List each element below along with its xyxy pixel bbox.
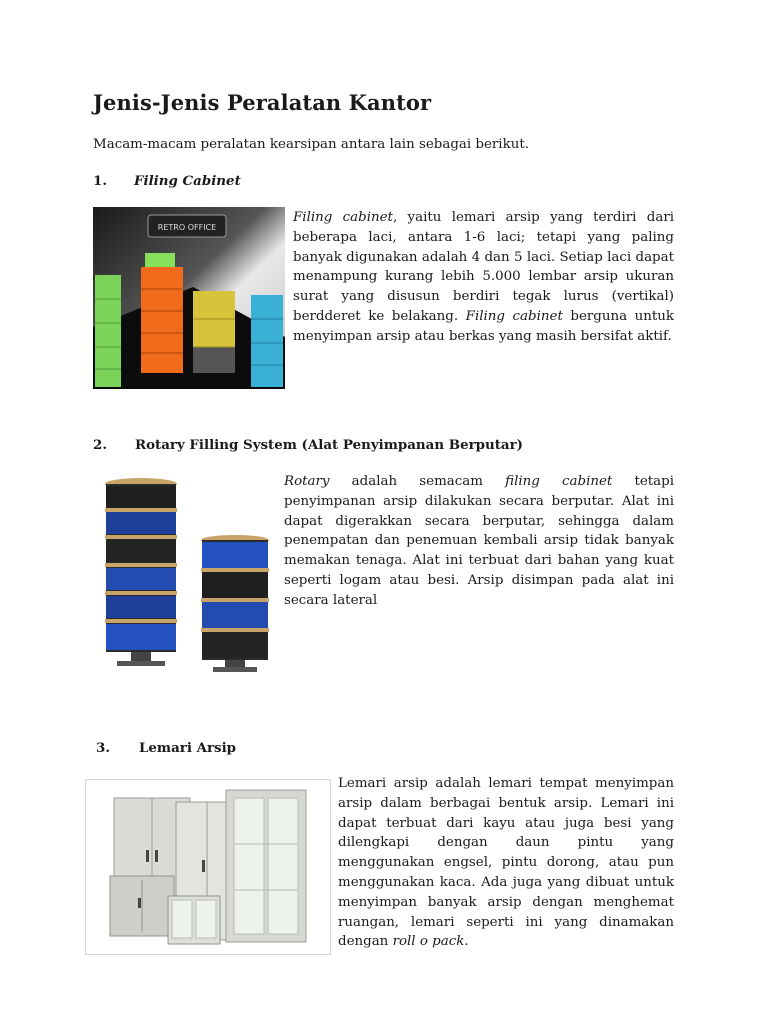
- filing-cabinet-image: [93, 207, 285, 389]
- section-3-heading: [96, 740, 496, 760]
- text-run: filing cabinet: [505, 474, 613, 489]
- text-run: berguna untuk menyimpan arsip atau berkas yang masih bersifat aktif.: [293, 308, 674, 344]
- text-run: .: [464, 934, 469, 950]
- section-1-heading: [93, 173, 493, 193]
- intro-text: Macam-macam peralatan kearsipan antara lain sebagai berikut.: [93, 137, 529, 152]
- section-3-paragraph: [338, 774, 674, 952]
- section-2-heading: [93, 437, 613, 457]
- section-2-paragraph: [284, 472, 674, 611]
- section-number: 3.: [96, 740, 110, 756]
- text-run: adalah semacam: [329, 474, 506, 489]
- text-run: Lemari arsip adalah lemari tempat menyimpan arsip dalam berbagai bentuk arsip. Lemari ini dapat terbuat dari kayu atau juga besi yang dilengkapi dengan daun pintu yang menggunakan engsel, pintu dorong, atau pun menggunakan kaca. Ada juga yang dibuat untuk menyimpan banyak arsip dengan menghemat ruangan, lemari seperti ini yang dinamakan dengan: [338, 776, 674, 950]
- rotary-filing-image: [103, 472, 275, 680]
- page-title: Jenis-Jenis Peralatan Kantor: [93, 90, 432, 115]
- text-run: Filing cabinet: [465, 308, 563, 324]
- section-number: 1.: [93, 173, 107, 189]
- text-run: , yaitu lemari arsip yang terdiri dari beberapa laci, antara 1-6 laci; tetapi yang paling banyak digunakan adalah 4 dan 5 laci. Setiap laci dapat menampung kurang lebih 5.000 lembar arsip ukuran surat yang disusun berdiri tegak lurus (vertikal) berdderet ke belakang.: [293, 210, 675, 324]
- text-run: Filing cabinet: [293, 210, 393, 225]
- retro-office-sign: RETRO OFFICE: [157, 223, 217, 232]
- section-title: Rotary Filling System (Alat Penyimpanan Berputar): [135, 437, 523, 453]
- text-run: tetapi penyimpanan arsip dilakukan secara berputar. Alat ini dapat digerakkan secara berputar, sehingga dalam penempatan dan penemuan kembali arsip tidak banyak memakan tenaga. Alat ini terbuat dari bahan yang kuat seperti logam atau besi. Arsip disimpan pada alat ini secara lateral: [284, 474, 675, 608]
- text-run: roll o pack: [392, 934, 465, 950]
- lemari-arsip-image: [86, 780, 330, 954]
- text-run: Rotary: [284, 474, 330, 489]
- section-title: Filing Cabinet: [134, 173, 241, 189]
- section-number: 2.: [93, 437, 107, 453]
- section-title: Lemari Arsip: [139, 740, 237, 756]
- section-1-paragraph: [293, 208, 674, 347]
